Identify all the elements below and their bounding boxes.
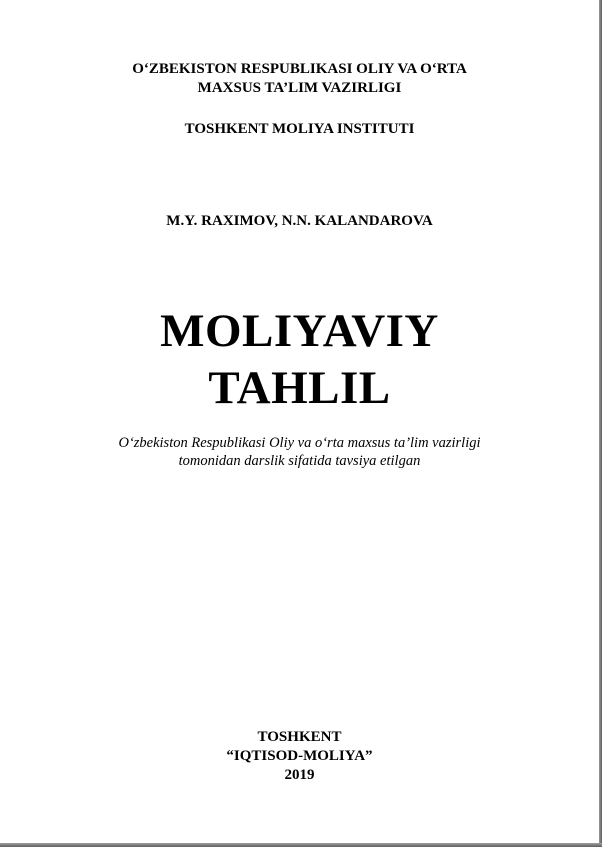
page-border-bottom bbox=[0, 843, 602, 847]
imprint-publisher: “IQTISOD-MOLIYA” bbox=[226, 748, 373, 764]
authors: M.Y. RAXIMOV, N.N. KALANDAROVA bbox=[166, 213, 433, 229]
ministry-line-1: O‘ZBEKISTON RESPUBLIKASI OLIY VA O‘RTA bbox=[132, 61, 467, 77]
title-line-1: MOLIYAVIY bbox=[160, 305, 439, 357]
institute-name: TOSHKENT MOLIYA INSTITUTI bbox=[184, 121, 415, 137]
imprint-city: TOSHKENT bbox=[257, 729, 342, 745]
title-line-2: TAHLIL bbox=[208, 362, 391, 414]
recommendation-line-2: tomonidan darslik sifatida tavsiya etilgan bbox=[178, 453, 421, 469]
recommendation-line-1: O‘zbekiston Respublikasi Oliy va o‘rta maxsus ta’lim vazirligi bbox=[118, 435, 481, 451]
imprint-year: 2019 bbox=[284, 767, 315, 783]
ministry-line-2: MAXSUS TA’LIM VAZIRLIGI bbox=[197, 80, 402, 96]
